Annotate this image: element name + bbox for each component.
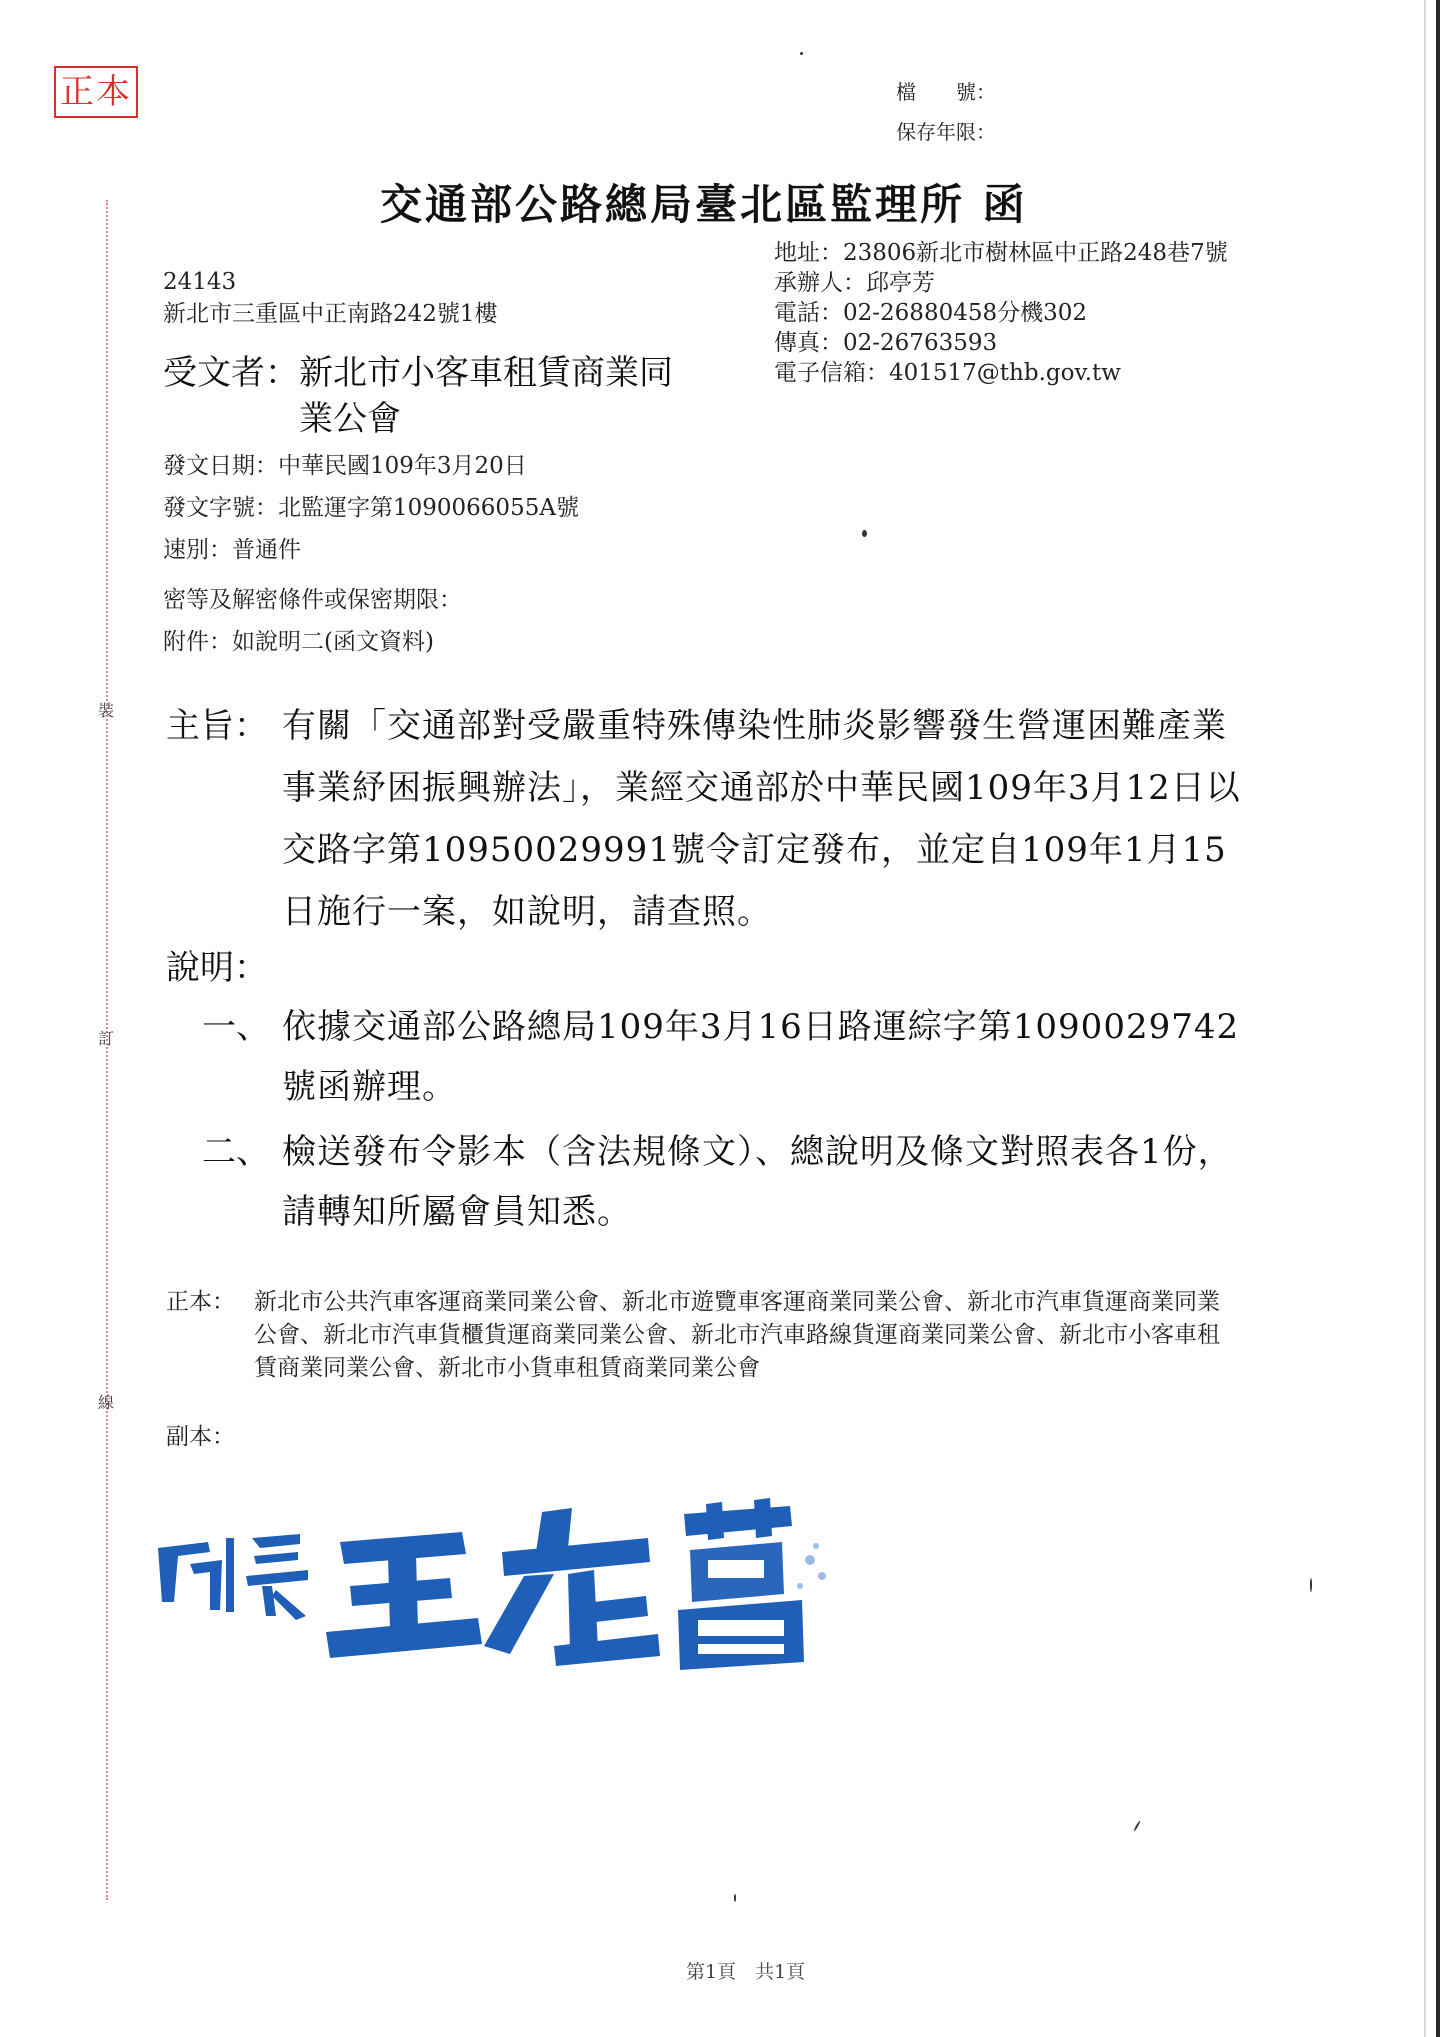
binding-mark-zhuang: 裝 <box>98 701 115 720</box>
delivery-speed: 速別：普通件 <box>163 537 301 563</box>
explanation-item-2 <box>202 1122 1252 1242</box>
item-text: 依據交通部公路總局109年3月16日路運綜字第1090029742號函辦理。 <box>282 1007 1240 1107</box>
binding-mark-xian: 線 <box>98 1393 115 1412</box>
recipient-street: 新北市三重區中正南路242號1樓 <box>163 301 498 327</box>
director-signature-stamp <box>150 1490 830 1670</box>
subject-section <box>166 695 1246 943</box>
issue-date: 發文日期：中華民國109年3月20日 <box>163 453 527 479</box>
explanation-item-1 <box>202 997 1252 1117</box>
file-number-label: 檔 號： <box>896 80 996 104</box>
item-number: 一、 <box>202 1007 270 1047</box>
receiver-name: 新北市小客車租賃商業同業公會 <box>299 353 673 439</box>
item-number: 二、 <box>202 1132 270 1172</box>
scan-speck <box>1310 1578 1312 1592</box>
scan-edge <box>1436 0 1440 2037</box>
scan-speck <box>800 52 803 55</box>
subject-text: 有關「交通部對受嚴重特殊傳染性肺炎影響發生營運困難產業事業紓困振興辦法」，業經交通部於中華民國109年3月12日以交路字第10950029991號令訂定發布，並定自109年1月15日施行一案，如說明，請查照。 <box>282 706 1241 932</box>
original-recipients: 新北市公共汽車客運商業同業公會、新北市遊覽車客運商業同業公會、新北市汽車貨運商業同業公會、新北市汽車貨櫃貨運商業同業公會、新北市汽車路線貨運商業同業公會、新北市小客車租賃商業同業公會、新北市小貨車租賃商業同業公會 <box>254 1289 1220 1381</box>
scan-edge-inner <box>1424 0 1426 2037</box>
binding-line <box>106 200 108 1900</box>
explanation-label: 說明： <box>166 948 268 988</box>
email-address: 電子信箱：401517@thb.gov.tw <box>774 360 1121 386</box>
sender-address: 地址：23806新北市樹林區中正路248巷7號 <box>774 240 1228 266</box>
document-title: 交通部公路總局臺北區監理所 函 <box>380 180 1028 229</box>
retention-period-label: 保存年限： <box>896 120 996 144</box>
binding-mark-ding: 訂 <box>98 1029 115 1048</box>
handler-name: 承辦人：邱亭芳 <box>774 270 935 296</box>
distribution-copy-label: 副本： <box>166 1424 235 1450</box>
page-number: 第1頁 共1頁 <box>686 1961 806 1983</box>
scan-speck <box>1133 1820 1141 1831</box>
document-meta <box>163 445 579 663</box>
receiver-line <box>163 350 699 442</box>
document-number: 發文字號：北監運字第1090066055A號 <box>163 495 579 521</box>
original-label: 正本： <box>166 1289 235 1315</box>
recipient-postcode: 24143 <box>163 269 237 295</box>
scan-speck <box>862 530 867 537</box>
copy-type-stamp: 正本 <box>54 66 138 118</box>
item-text: 檢送發布令影本（含法規條文）、總說明及條文對照表各1份，請轉知所屬會員知悉。 <box>282 1132 1233 1232</box>
secrecy-level: 密等及解密條件或保密期限： <box>163 587 462 613</box>
sender-contact-block <box>774 238 1228 388</box>
recipient-address <box>163 266 498 330</box>
phone-number: 電話：02-26880458分機302 <box>774 300 1088 326</box>
subject-label: 主旨： <box>166 706 268 746</box>
attachment-info: 附件：如說明二(函文資料) <box>163 629 434 655</box>
fax-number: 傳真：02-26763593 <box>774 330 998 356</box>
receiver-label: 受文者： <box>163 353 299 393</box>
scan-speck <box>734 1894 736 1902</box>
distribution-original <box>166 1286 1226 1385</box>
